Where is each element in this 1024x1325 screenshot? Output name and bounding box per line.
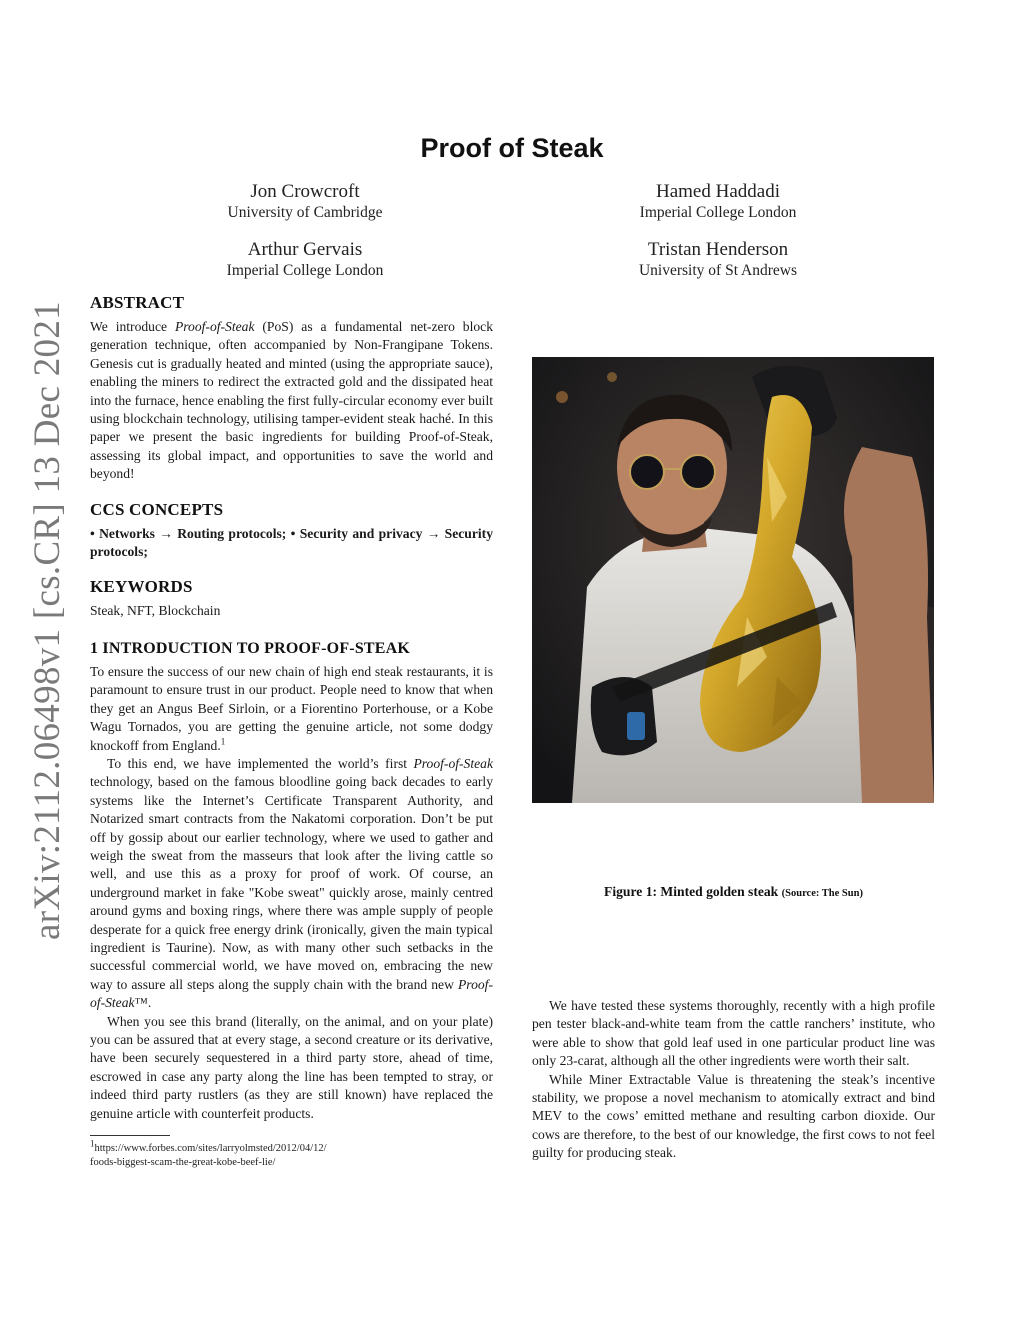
keywords-heading: KEYWORDS (90, 577, 193, 597)
intro-paragraph: To this end, we have implemented the world’s first Proof-of-Steak technology, based on the famous bloodline going back decades to early systems like the Internet’s Certificate Transparent Authority, and Notarized smart contracts from the Nakatomi corporation. Don’t be put off by gossip about our earlier technology, where we used to gather and weigh the sweat from the masseurs that look after the living cattle so well, and use this as a proxy for proof of work. Of course, an underground market in fake "Kobe sweat" quickly arose, mainly centred around gyms and boxing rings, where there was ample supply of people desperate for a quick free energy drink (ironically, given the main typical ingredient is Taurine). Now, as with many other such setbacks in the successful commercial world, we have moved on, embracing the new way to assure all steps along the supply chain with the brand new Proof-of-Steak™. (90, 755, 493, 1011)
footnote: $^1$https://www.forbes.com/sites/larryolmsted/2012/04/12/ (90, 1138, 327, 1155)
abstract-heading: ABSTRACT (90, 293, 185, 312)
body-paragraph: We have tested these systems thoroughly, recently with a high profile pen tester black-and-white team from the cattle ranchers’ institute, who were able to show that gold leaf used in one particular product line was only 23-carat, although all the other ingredients were worth their salt. (532, 998, 935, 1069)
author-affiliation: Imperial College London (639, 204, 797, 221)
intro-paragraph: When you see this brand (literally, on the animal, and on your plate) you can be assured that at every stage, a second creature or its derivative, have been securely sequestered in a third party store, ahead of time, escrowed in case any party along the line has been tempted to stray, or indeed third party rustlers (as they are still known) have replaced the genuine article with counterfeit products. (90, 1013, 493, 1121)
author-name: Hamed Haddadi (656, 181, 780, 202)
figure-caption: Figure 1: Minted golden steak (Source: The Sun) (604, 884, 863, 899)
intro-paragraph: To ensure the success of our new chain of high end steak restaurants, it is paramount to ensure trust in our product. People need to know that when they get an Angus Beef Sirloin, or a Fiorentino Porterhouse, or a Kobe Wagu Tornados, you are getting the genuine article, not some dodgy knockoff from England.$^1$ (90, 663, 493, 753)
author-block (568, 239, 868, 281)
footnote (90, 1156, 493, 1170)
paper-title: Proof of Steak (420, 133, 604, 163)
keywords-text: Steak, NFT, Blockchain (90, 603, 221, 619)
footnote-divider (90, 1135, 170, 1136)
body-paragraph: While Miner Extractable Value is threatening the steak’s incentive stability, we propose a novel mechanism to atomically extract and bind MEV to the cows’ emitted methane and resulting carbon dioxide. Our cows are therefore, to the best of our knowledge, the first cows to not feel guilty for producing steak. (532, 1071, 935, 1161)
author-block (155, 181, 455, 223)
author-name: Jon Crowcroft (250, 181, 360, 202)
footnote-link[interactable]: foods-biggest-scam-the-great-kobe-beef-lie/ (90, 1157, 276, 1169)
author-block (155, 239, 455, 281)
footnote-marker[interactable]: 1 (220, 735, 226, 746)
author-name: Arthur Gervais (247, 239, 363, 260)
arxiv-identifier: arXiv:2112.06498v1 [cs.CR] 13 Dec 2021 (27, 301, 68, 940)
author-affiliation: Imperial College London (226, 262, 384, 279)
author-name: Tristan Henderson (647, 239, 789, 260)
left-column (90, 292, 493, 1170)
ccs-text: • Networks → Routing protocols; • Security and privacy → Security protocols; (90, 525, 493, 560)
abstract-text: We introduce Proof-of-Steak (PoS) as a fundamental net-zero block generation technique, often accompanied by Non-Frangipane Tokens. Genesis cut is gradually heated and minted (using the appropriate sauce), enabling the miners to redirect the extracted gold and the dissipated heat into the furnace, hence enabling the first fully-circular economy ever built using blockchain technology, utilising tamper-evident steak haché. In this paper we present the basic ingredients for building Proof-of-Steak, assessing its global impact, and opportunities to save the world and beyond! (90, 319, 493, 482)
figure-photo (532, 357, 934, 803)
intro-heading: 1 INTRODUCTION TO PROOF-OF-STEAK (90, 639, 411, 657)
author-affiliation: University of Cambridge (227, 204, 383, 221)
right-column-text (532, 997, 935, 1163)
author-affiliation: University of St Andrews (638, 262, 797, 279)
ccs-heading: CCS CONCEPTS (90, 499, 224, 519)
author-block (568, 181, 868, 223)
footnote-link[interactable]: https://www.forbes.com/sites/larryolmsted/2012/04/12/ (94, 1143, 327, 1155)
steak-photo-illustration (532, 357, 934, 803)
